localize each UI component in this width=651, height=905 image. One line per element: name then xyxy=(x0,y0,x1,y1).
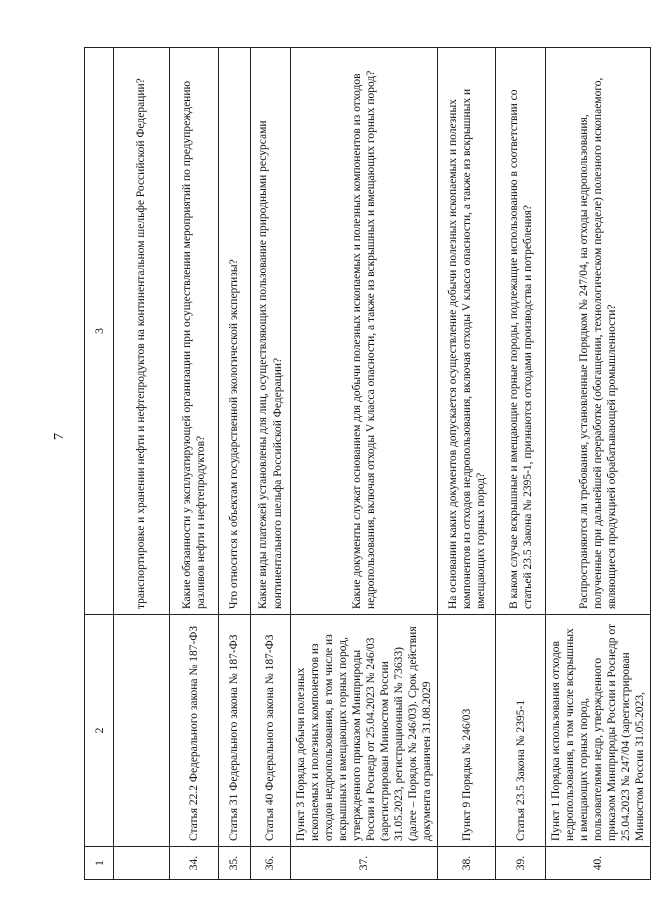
row-question: Какие обязанности у эксплуатирующей организации при осуществлении мероприятий по предупреждению разливов нефти и нефтепродуктов? xyxy=(170,48,219,615)
row-question: Что относится к объектам государственной экологической экспертизы? xyxy=(219,48,251,615)
row-question: транспортировке и хранении нефти и нефтепродуктов на континентальном шельфе Российской Федерации? xyxy=(114,48,170,615)
row-question: Какие виды платежей установлены для лиц, осуществляющих пользование природными ресурсами континентального шельфа Российской Федерации? xyxy=(251,48,291,615)
row-number: 40. xyxy=(546,847,651,880)
table-row xyxy=(170,48,219,880)
header-col-2: 2 xyxy=(85,615,114,847)
page-number: 7 xyxy=(52,433,67,440)
row-article: Статья 31 Федерального закона № 187-ФЗ xyxy=(219,615,251,847)
row-question: Какие документы служат основанием для добычи полезных ископаемых и полезных компонентов из отходов недропользования, включая отходы V класса опасности, а также из вскрышных и вмещающих горных пород? xyxy=(291,48,438,615)
row-number xyxy=(114,847,170,880)
rotated-page xyxy=(84,48,647,880)
row-article: Статья 22.2 Федерального закона № 187-ФЗ xyxy=(170,615,219,847)
table-row xyxy=(438,48,496,880)
row-number: 36. xyxy=(251,847,291,880)
table-row xyxy=(251,48,291,880)
row-question: На основании каких документов допускается осуществление добычи полезных ископаемых и полезных компонентов из отходов недропользования, включая отходы V класса опасности, а также из вскрышных и вмещающих горных пород? xyxy=(438,48,496,615)
row-article: Статья 23.5 Закона № 2395-1 xyxy=(496,615,546,847)
row-number: 35. xyxy=(219,847,251,880)
header-col-1: 1 xyxy=(85,847,114,880)
row-article: Пункт 9 Порядка № 246/03 xyxy=(438,615,496,847)
table-row xyxy=(291,48,438,880)
table-row xyxy=(219,48,251,880)
table-row xyxy=(114,48,170,880)
row-number: 37. xyxy=(291,847,438,880)
table-row xyxy=(496,48,546,880)
questions-table xyxy=(84,47,651,880)
row-article: Пункт 1 Порядка использования отходов недропользования, в том числе вскрышных и вмещающих горных пород, пользователями недр, утвержденного приказом Минприроды России и Роснедр от 25.04.2023 № 247/04 (зарегистрирован Минюстом России 31.05.2023, xyxy=(546,615,651,847)
row-article: Статья 40 Федерального закона № 187-ФЗ xyxy=(251,615,291,847)
table-header-row xyxy=(85,48,114,880)
row-number: 39. xyxy=(496,847,546,880)
row-question: В каком случае вскрышные и вмещающие горные породы, подлежащие использованию в соответствии со статьей 23.5 Закона № 2395-1, признаются отходами производства и потребления? xyxy=(496,48,546,615)
row-article: Пункт 3 Порядка добычи полезных ископаемых и полезных компонентов из отходов недропользования, в том числе из вскрышных и вмещающих горных пород, утвержденного приказом Минприроды России и Роснедр от 25.04.2023 № 246/03 (зарегистрирован Минюстом России 31.05.2023, регистрационный № 73633) (далее – Порядок № 246/03). Срок действия документа ограничен 31.08.2029 xyxy=(291,615,438,847)
row-number: 38. xyxy=(438,847,496,880)
header-col-3: 3 xyxy=(85,48,114,615)
row-article xyxy=(114,615,170,847)
table-row xyxy=(546,48,651,880)
row-number: 34. xyxy=(170,847,219,880)
row-question: Распространяются ли требования, установленные Порядком № 247/04, на отходы недропользования, полученные при дальнейшей переработке (обогащении, технологическом переделе) полезного ископаемого, являющиеся продукцией обрабатывающей промышленности? xyxy=(546,48,651,615)
